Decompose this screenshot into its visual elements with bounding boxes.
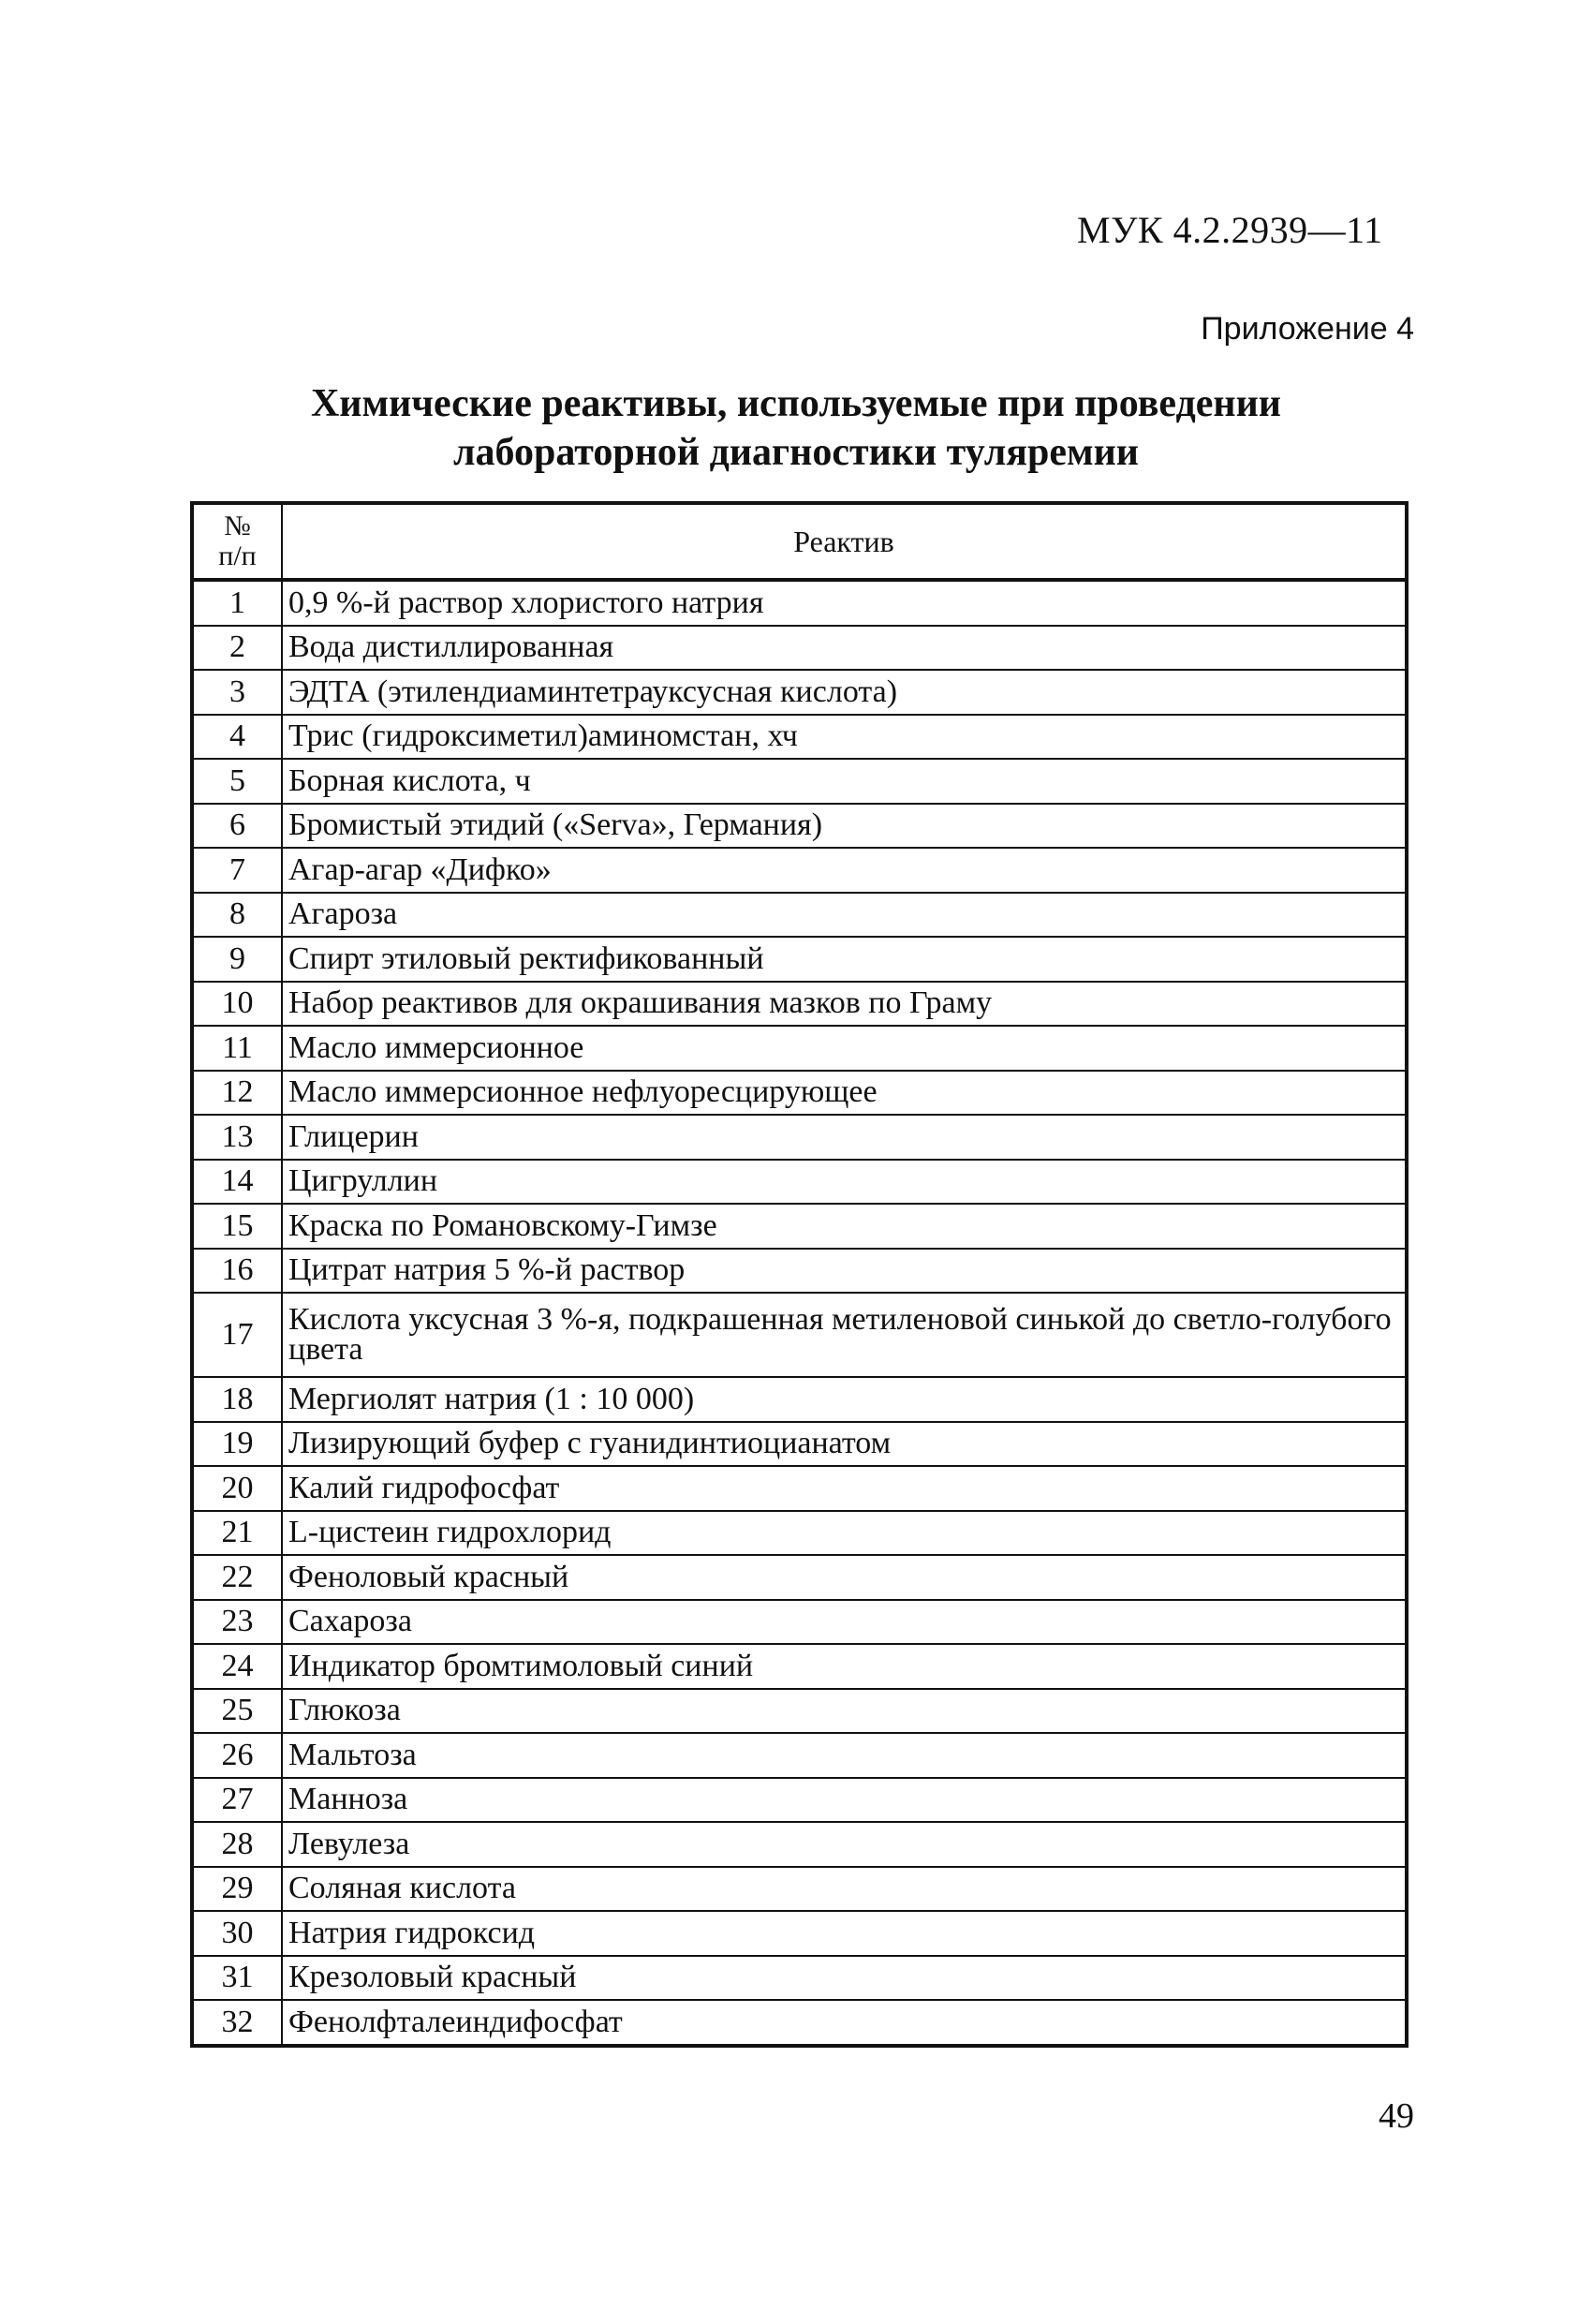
reagent-name-cell: Левулеза [282,1822,1407,1867]
row-number-cell: 11 [192,1026,282,1071]
table-row [192,1600,1407,1645]
column-header-number [192,503,282,580]
table-row [192,759,1407,804]
table-row [192,1115,1407,1160]
table-row [192,1071,1407,1116]
reagent-name-cell: Трис (гидроксиметил)аминомстан, хч [282,715,1407,760]
reagent-name-cell: Мергиолят натрия (1 : 10 000) [282,1377,1407,1422]
row-number-cell: 12 [192,1071,282,1116]
reagent-name-cell: Набор реактивов для окрашивания мазков по Граму [282,982,1407,1027]
table-row [192,937,1407,982]
table-row [192,1911,1407,1956]
row-number-cell: 20 [192,1466,282,1511]
table-row [192,848,1407,893]
table-row [192,1377,1407,1422]
reagent-name-cell: Мальтоза [282,1733,1407,1778]
column-header-reagent: Реактив [282,503,1407,580]
table-row [192,2000,1407,2046]
row-number-cell: 13 [192,1115,282,1160]
row-number-cell: 8 [192,893,282,938]
reagent-name-cell: 0,9 %-й раствор хлористого натрия [282,580,1407,626]
row-number-cell: 10 [192,982,282,1027]
reagent-name-cell: Цитрат натрия 5 %-й раствор [282,1249,1407,1294]
table-body [192,580,1407,2046]
table-row [192,1160,1407,1205]
row-number-cell: 3 [192,670,282,715]
reagent-name-cell: Бромистый этидий («Serva», Германия) [282,804,1407,849]
reagent-name-cell: Агароза [282,893,1407,938]
appendix-label: Приложение 4 [1201,311,1414,347]
reagent-name-cell: Соляная кислота [282,1867,1407,1912]
title-line-1: Химические реактивы, используемые при проведении [310,382,1282,425]
reagent-name-cell: Манноза [282,1778,1407,1823]
table-row [192,1644,1407,1689]
page-number: 49 [1379,2096,1414,2136]
reagent-name-cell: Спирт этиловый ректификованный [282,937,1407,982]
table-row [192,1555,1407,1600]
row-number-cell: 17 [192,1293,282,1377]
reagent-name-cell: L-цистеин гидрохлорид [282,1511,1407,1556]
table-row [192,1293,1407,1377]
table-row [192,626,1407,671]
reagent-name-cell: Фенолфталеиндифосфат [282,2000,1407,2046]
table-row [192,1867,1407,1912]
reagent-name-cell: Борная кислота, ч [282,759,1407,804]
reagents-table [190,501,1409,2048]
row-number-cell: 7 [192,848,282,893]
row-number-cell: 32 [192,2000,282,2046]
table-row [192,670,1407,715]
row-number-cell: 22 [192,1555,282,1600]
reagent-name-cell: Агар-агар «Дифко» [282,848,1407,893]
table-row [192,982,1407,1027]
reagent-name-cell: Феноловый красный [282,1555,1407,1600]
title-line-2: лабораторной диагностики туляремии [452,431,1140,474]
row-number-cell: 14 [192,1160,282,1205]
reagent-name-cell: Масло иммерсионное нефлуоресцирующее [282,1071,1407,1116]
row-number-cell: 1 [192,580,282,626]
table-row [192,1249,1407,1294]
table-row [192,1822,1407,1867]
row-number-cell: 24 [192,1644,282,1689]
row-number-cell: 4 [192,715,282,760]
row-number-cell: 15 [192,1204,282,1249]
row-number-cell: 6 [192,804,282,849]
row-number-cell: 5 [192,759,282,804]
table-row [192,1422,1407,1467]
reagent-name-cell: Глюкоза [282,1689,1407,1734]
table-row [192,893,1407,938]
table-row [192,1204,1407,1249]
table-row [192,1956,1407,2001]
page-title [187,379,1405,477]
table-header-row [192,503,1407,580]
row-number-cell: 30 [192,1911,282,1956]
row-number-cell: 26 [192,1733,282,1778]
row-number-cell: 18 [192,1377,282,1422]
row-number-cell: 16 [192,1249,282,1294]
reagent-name-cell: Натрия гидроксид [282,1911,1407,1956]
table-row [192,1689,1407,1734]
reagent-name-cell: Калий гидрофосфат [282,1466,1407,1511]
column-header-number-line2: п/п [218,540,257,571]
table-row [192,1026,1407,1071]
row-number-cell: 21 [192,1511,282,1556]
row-number-cell: 2 [192,626,282,671]
row-number-cell: 27 [192,1778,282,1823]
document-code: МУК 4.2.2939—11 [1077,209,1383,251]
reagent-name-cell: Кислота уксусная 3 %-я, подкрашенная метиленовой синькой до светло-голубого цвета [282,1293,1407,1377]
reagent-name-cell: ЭДТА (этилендиаминтетрауксусная кислота) [282,670,1407,715]
reagent-name-cell: Вода дистиллированная [282,626,1407,671]
reagent-name-cell: Масло иммерсионное [282,1026,1407,1071]
row-number-cell: 29 [192,1867,282,1912]
table-row [192,715,1407,760]
reagent-name-cell: Индикатор бромтимоловый синий [282,1644,1407,1689]
row-number-cell: 28 [192,1822,282,1867]
table-row [192,580,1407,626]
row-number-cell: 9 [192,937,282,982]
row-number-cell: 31 [192,1956,282,2001]
reagent-name-cell: Крезоловый красный [282,1956,1407,2001]
row-number-cell: 19 [192,1422,282,1467]
table-row [192,1733,1407,1778]
reagent-name-cell: Сахароза [282,1600,1407,1645]
reagent-name-cell: Цигруллин [282,1160,1407,1205]
reagent-name-cell: Лизирующий буфер с гуанидинтиоцианатом [282,1422,1407,1467]
row-number-cell: 23 [192,1600,282,1645]
table-row [192,804,1407,849]
table-row [192,1511,1407,1556]
column-header-number-line1: № [224,511,251,541]
table-row [192,1778,1407,1823]
reagent-name-cell: Краска по Романовскому-Гимзе [282,1204,1407,1249]
table-row [192,1466,1407,1511]
reagent-name-cell: Глицерин [282,1115,1407,1160]
row-number-cell: 25 [192,1689,282,1734]
